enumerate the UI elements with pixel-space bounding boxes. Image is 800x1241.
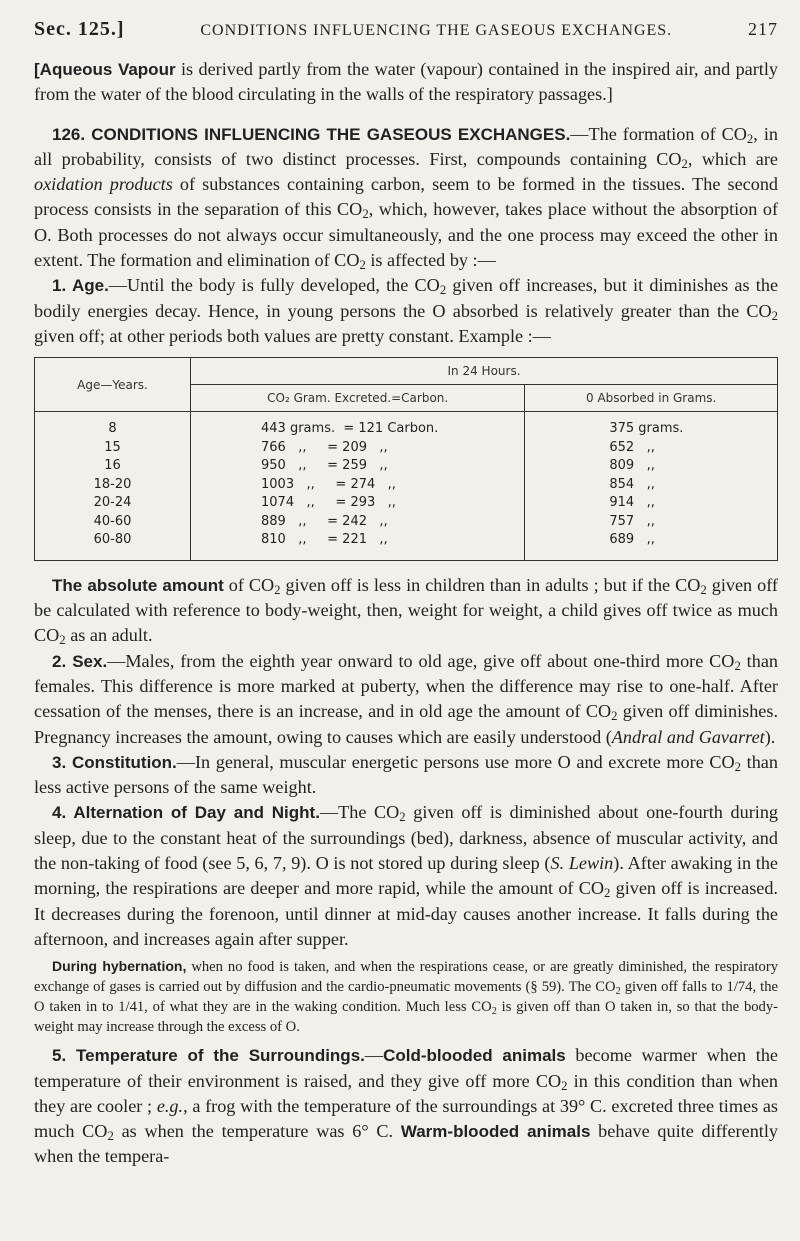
table-row [35,476,778,495]
constitution-paragraph: 3. Constitution.—In general, muscular energetic persons use more O and excrete more $CO_2$ than less active persons of the same weight. [34,751,778,798]
age-cell: 40-60 [35,513,191,532]
table-row [35,513,778,532]
running-title: CONDITIONS INFLUENCING THE GASEOUS EXCHANGES. [200,22,673,39]
absolute-amount-paragraph: The absolute amount of $CO_2$ given off is less in children than in adults ; but if the $CO_2$ given off be calculated with reference to body-weight, then, weight for weight, a child gives off twice as much $CO_2$ as an adult. [34,574,778,648]
day-night-paragraph: 4. Alternation of Day and Night.—The $CO_2$ given off is diminished about one-fourth during sleep, due to the constant heat of the surroundings (bed), darkness, absence of muscular activity, and the non-taking of food (see 5, 6, 7, 9). O is not stored up during sleep (S. Lewin). After awaking in the morning, the respirations are deeper and more rapid, while the amount of $CO_2$ given off is increased. It decreases during the forenoon, until dinner at mid-day causes another increase. It falls during the afternoon, and increases again after supper. [34,802,779,949]
table-row [35,412,778,439]
o-cell: 652 ,, [525,439,778,458]
sex-paragraph: 2. Sex.—Males, from the eighth year onward to old age, give off about one-third more $CO_2$ than females. This difference is more marked at puberty, when the difference may rise to one-half. After cessation of the menses, there is an increase, and in old age the amount of $CO_2$ given off diminishes. Pregnancy increases the amount, owing to causes which are easily understood (Andral and Gavarret). [34,650,778,747]
o-cell: 375 grams. [525,412,778,439]
co2-cell: 950 ,, = 259 ,, [191,457,525,476]
age-cell: 60-80 [35,531,191,560]
age-cell: 8 [35,412,191,439]
table-row [35,457,778,476]
running-head [34,18,778,41]
age-paragraph: 1. Age.—Until the body is fully developed, the $CO_2$ given off increases, but it diminishes as the bodily energies decay. Hence, in young persons the O absorbed is relatively greater than the $CO_2$ given off; at other periods both values are pretty constant. Example :— [34,275,779,346]
table-body [35,412,778,561]
age-cell: 15 [35,439,191,458]
table-row [35,531,778,560]
col-age-header: Age—Years. [35,358,191,412]
o-cell: 854 ,, [525,476,778,495]
age-cell: 20-24 [35,494,191,513]
o-cell: 757 ,, [525,513,778,532]
age-cell: 18-20 [35,476,191,495]
intro-paragraph: [Aqueous Vapour is derived partly from the water (vapour) contained in the inspired air, and partly from the water of the blood circulating in the walls of the respiratory passages.] [34,59,778,105]
co2-cell: 766 ,, = 209 ,, [191,439,525,458]
col-o-header: 0 Absorbed in Grams. [525,385,778,412]
co2-cell: 1074 ,, = 293 ,, [191,494,525,513]
section-heading: 126. CONDITIONS INFLUENCING THE GASEOUS EXCHANGES. [52,124,571,144]
age-term: 1. Age. [52,276,109,296]
section-126-paragraph: 126. CONDITIONS INFLUENCING THE GASEOUS EXCHANGES.—The formation of $CO_2$, in all probability, consists of two distinct processes. First, compounds containing $CO_2$, which are oxidation products of substances containing carbon, seem to be formed in the tissues. The second process consists in the separation of this $CO_2$, which, however, takes place without the absorption of O. Both processes do not always occur simultaneously, and the one process may exceed the other in extent. The formation and elimination of $CO_2$ is affected by :— [34,123,779,273]
age-gas-table [34,357,778,561]
section-ref: Sec. 125.] [34,18,125,40]
hybernation-note: During hybernation, when no food is taken, and when the respirations cease, or are greatly diminished, the respiratory exchange of gases is carried out by diffusion and the cardio-pneumatic movements (§ 59). The $CO_2$ given off falls to 1/74, the O taken in to 1/41, of what they are in the waking condition. Much less $CO_2$ is given off than O taken in, so that the body-weight may increase through the excess of O. [34,958,778,1036]
co2-cell: 1003 ,, = 274 ,, [191,476,525,495]
temperature-paragraph: 5. Temperature of the Surroundings.—Cold-blooded animals become warmer when the temperature of their environment is raised, and they give off more $CO_2$ in this condition than when they are cooler ; e.g., a frog with the temperature of the surroundings at 39° C. excreted three times as much $CO_2$ as when the temperature was 6° C. Warm-blooded animals behave quite differently when the tempera- [34,1045,778,1167]
table-row [35,439,778,458]
table-row [35,494,778,513]
col-co2-header: CO₂ Gram. Excreted.=Carbon. [191,385,525,412]
page-number: 217 [747,19,778,39]
o-cell: 689 ,, [525,531,778,560]
co2-cell: 810 ,, = 221 ,, [191,531,525,560]
col-group-header: In 24 Hours. [191,358,778,385]
co2-cell: 443 grams. = 121 Carbon. [191,412,525,439]
age-cell: 16 [35,457,191,476]
o-cell: 914 ,, [525,494,778,513]
o-cell: 809 ,, [525,457,778,476]
co2-cell: 889 ,, = 242 ,, [191,513,525,532]
intro-term: [Aqueous Vapour [34,60,176,79]
